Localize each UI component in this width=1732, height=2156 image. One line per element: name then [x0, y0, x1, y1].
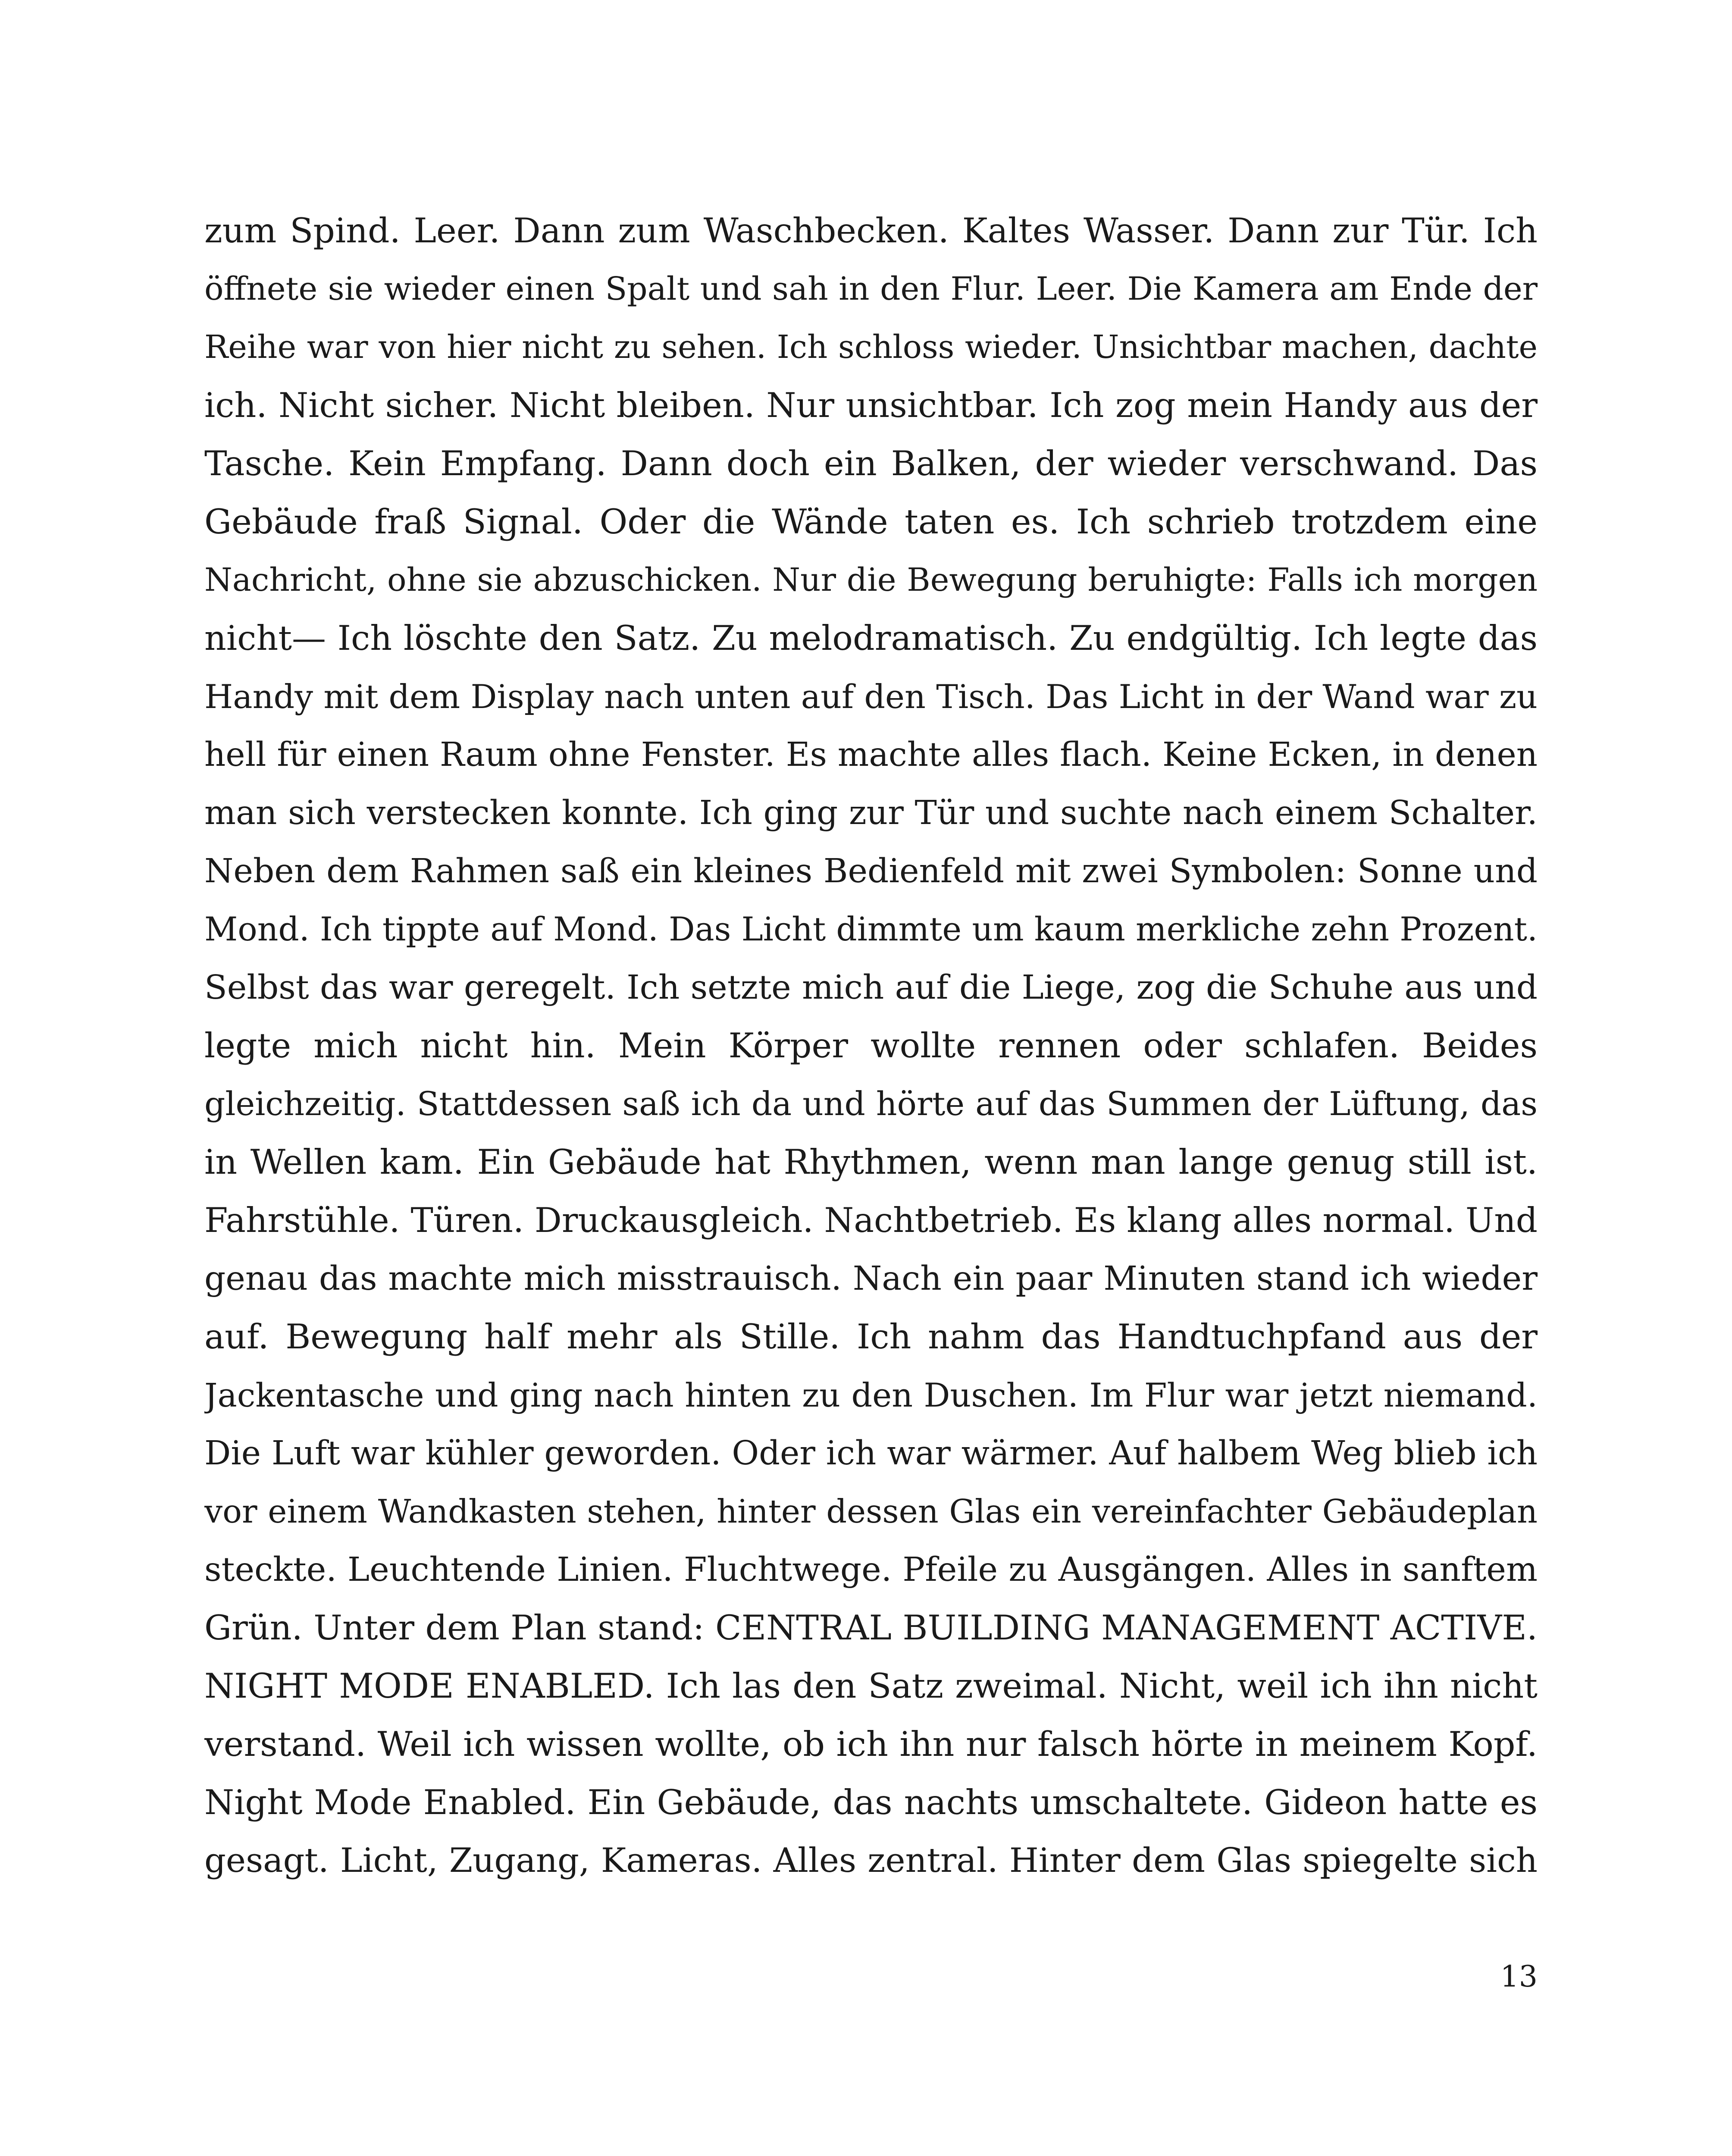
- text-line: Tasche. Kein Empfang. Dann doch ein Balken, der wieder verschwand. Das: [204, 444, 1538, 483]
- text-line: steckte. Leuchtende Linien. Fluchtwege. Pfeile zu Ausgängen. Alles in sanftem: [204, 1551, 1538, 1589]
- text-line: in Wellen kam. Ein Gebäude hat Rhythmen, wenn man lange genug still ist.: [204, 1142, 1538, 1182]
- text-line: Die Luft war kühler geworden. Oder ich war wärmer. Auf halbem Weg blieb ich: [204, 1434, 1538, 1473]
- text-line: Nachricht, ohne sie abzuschicken. Nur die Bewegung beruhigte: Falls ich morgen: [204, 561, 1538, 599]
- text-line: Mond. Ich tippte auf Mond. Das Licht dimmte um kaum merkliche zehn Prozent.: [204, 910, 1538, 948]
- text-line: verstand. Weil ich wissen wollte, ob ich ihn nur falsch hörte in meinem Kopf.: [204, 1724, 1538, 1764]
- text-line: nicht— Ich löschte den Satz. Zu melodramatisch. Zu endgültig. Ich legte das: [204, 618, 1538, 658]
- text-line: Jackentasche und ging nach hinten zu den Duschen. Im Flur war jetzt niemand.: [204, 1376, 1538, 1414]
- text-line: gesagt. Licht, Zugang, Kameras. Alles zentral. Hinter dem Glas spiegelte sich: [204, 1841, 1538, 1880]
- text-line: Selbst das war geregelt. Ich setzte mich auf die Liege, zog die Schuhe aus und: [204, 968, 1538, 1007]
- text-line: gleichzeitig. Stattdessen saß ich da und hörte auf das Summen der Lüftung, das: [204, 1085, 1538, 1123]
- text-line: Neben dem Rahmen saß ein kleines Bedienfeld mit zwei Symbolen: Sonne und: [204, 852, 1538, 890]
- text-line: hell für einen Raum ohne Fenster. Es machte alles flach. Keine Ecken, in denen: [204, 736, 1538, 774]
- text-line: man sich verstecken konnte. Ich ging zur Tür und suchte nach einem Schalter.: [204, 794, 1538, 832]
- text-line: ich. Nicht sicher. Nicht bleiben. Nur unsichtbar. Ich zog mein Handy aus der: [204, 385, 1538, 425]
- text-line: legte mich nicht hin. Mein Körper wollte rennen oder schlafen. Beides: [204, 1026, 1538, 1065]
- text-line: Reihe war von hier nicht zu sehen. Ich schloss wieder. Unsichtbar machen, dachte: [204, 329, 1538, 366]
- text-line: NIGHT MODE ENABLED. Ich las den Satz zweimal. Nicht, weil ich ihn nicht: [204, 1666, 1538, 1706]
- text-line: genau das machte mich misstrauisch. Nach ein paar Minuten stand ich wieder: [204, 1260, 1538, 1298]
- text-line: Gebäude fraß Signal. Oder die Wände taten es. Ich schrieb trotzdem eine: [204, 502, 1538, 542]
- text-line: öffnete sie wieder einen Spalt und sah in den Flur. Leer. Die Kamera am Ende der: [204, 270, 1538, 307]
- text-line: Night Mode Enabled. Ein Gebäude, das nachts umschaltete. Gideon hatte es: [204, 1783, 1538, 1822]
- text-line: zum Spind. Leer. Dann zum Waschbecken. Kaltes Wasser. Dann zur Tür. Ich: [204, 211, 1538, 251]
- body-text: [204, 202, 1538, 1890]
- text-line: auf. Bewegung half mehr als Stille. Ich nahm das Handtuchpfand aus der: [204, 1317, 1538, 1357]
- page-number: 13: [1500, 1960, 1538, 1994]
- text-line: vor einem Wandkasten stehen, hinter dessen Glas ein vereinfachter Gebäudeplan: [204, 1493, 1538, 1530]
- text-line: Fahrstühle. Türen. Druckausgleich. Nachtbetrieb. Es klang alles normal. Und: [204, 1200, 1538, 1240]
- text-line: Handy mit dem Display nach unten auf den Tisch. Das Licht in der Wand war zu: [204, 677, 1538, 716]
- text-line: Grün. Unter dem Plan stand: CENTRAL BUILDING MANAGEMENT ACTIVE.: [204, 1608, 1538, 1648]
